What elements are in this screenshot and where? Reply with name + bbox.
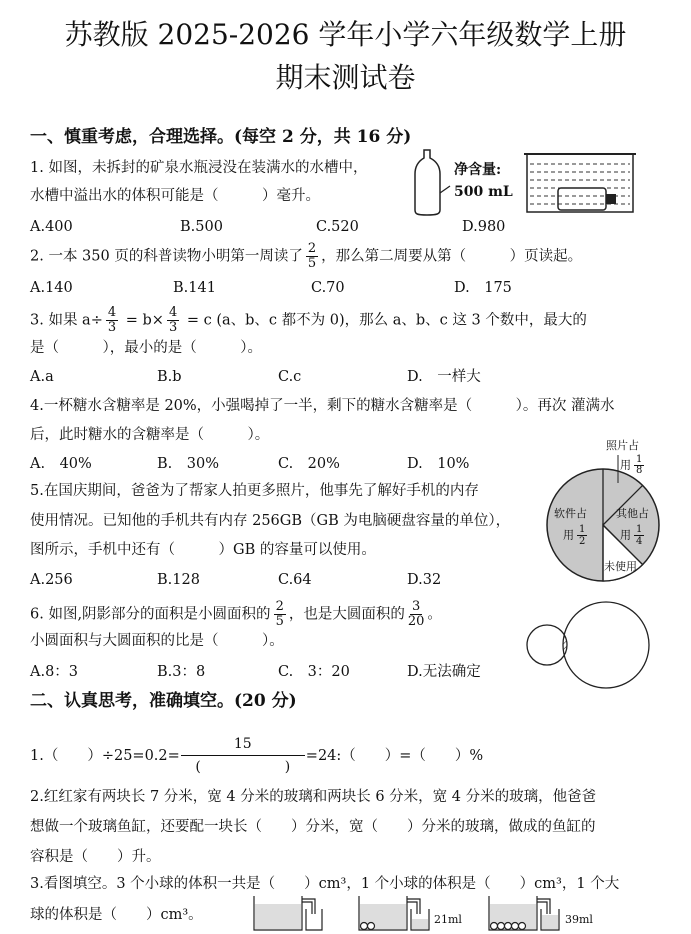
- numerator: 4: [107, 305, 117, 320]
- title-line1: 苏教版 2025-2026 学年小学六年级数学上册: [64, 18, 627, 51]
- s2-q2-line1: 2.红红家有两块长 7 分米，宽 4 分米的玻璃和两块长 6 分米，宽 4 分米的玻璃，他爸爸: [30, 789, 597, 805]
- q2-option-c[interactable]: C.70: [311, 280, 345, 296]
- denominator: 3: [107, 320, 117, 335]
- s2-q2-line3: 容积是（ ）升。: [30, 849, 161, 865]
- numerator: 3: [411, 599, 421, 614]
- q6-option-c[interactable]: C. 3：20: [278, 664, 350, 680]
- q6-line1: [30, 600, 442, 629]
- q3-line2: 是（ ），最小的是（ ）。: [30, 340, 262, 356]
- numerator: 1: [636, 454, 643, 465]
- q5-option-c[interactable]: C.64: [278, 572, 312, 588]
- section2-heading: 二、认真思考，准确填空。(20 分): [30, 691, 297, 711]
- label: 用: [563, 528, 574, 542]
- denominator: ( ): [195, 759, 291, 775]
- q4-option-d[interactable]: D. 10%: [407, 456, 470, 472]
- pie-photo-fraction: [620, 455, 647, 476]
- q5-option-a[interactable]: A.256: [30, 572, 73, 588]
- q5-line2: 使用情况。已知他的手机共有内存 256GB（GB 为电脑硬盘容量的单位），: [30, 513, 511, 529]
- overlapping-circles-figure: [522, 600, 652, 692]
- denominator: 8: [636, 465, 643, 476]
- bottle-label-value: 500 mL: [454, 184, 513, 200]
- tank-2: [359, 896, 429, 930]
- q1-line1: 1. 如图，未拆封的矿泉水瓶浸没在装满水的水槽中，: [30, 160, 368, 176]
- denominator: 2: [579, 536, 586, 547]
- pie-other-label: 其他占: [616, 507, 649, 520]
- q2-pre: 2. 一本 350 页的科普读物小明第一周读了: [30, 248, 303, 265]
- q3-pre: 3. 如果 a÷: [30, 312, 103, 329]
- fraction: [306, 242, 318, 271]
- q1-line2: 水槽中溢出水的体积可能是（ ）毫升。: [30, 188, 320, 204]
- q3-option-a[interactable]: A.a: [30, 369, 54, 385]
- tank2-label: 21ml: [434, 913, 462, 926]
- fraction: [167, 306, 179, 335]
- q1-option-c[interactable]: C.520: [316, 219, 359, 235]
- denominator: 3: [168, 320, 178, 335]
- numerator: 2: [275, 599, 284, 614]
- q1-option-d[interactable]: D.980: [462, 219, 506, 235]
- s2-q3-line1: 3.看图填空。3 个小球的体积一共是（ ）cm³，1 个小球的体积是（ ）cm³，1 个大: [30, 876, 620, 892]
- title-line2: 期末测试卷: [275, 61, 416, 94]
- q2-post: ，那么第二周要从第（ ）页读起。: [321, 248, 583, 265]
- fraction: [577, 524, 587, 547]
- fraction: [408, 600, 425, 629]
- q6-option-b[interactable]: B.3：8: [157, 664, 206, 680]
- q3-option-c[interactable]: C.c: [278, 369, 302, 385]
- denominator: 5: [275, 614, 284, 629]
- q2-option-d[interactable]: D. 175: [454, 280, 512, 296]
- q2-text: [30, 242, 582, 271]
- fraction: [274, 600, 286, 629]
- tank-1: [254, 896, 322, 930]
- pie-photo-label: 照片占: [606, 439, 639, 452]
- section1-heading: 一、慎重考虑，合理选择。(每空 2 分，共 16 分): [30, 127, 412, 147]
- denominator: 4: [636, 536, 643, 547]
- fraction: [106, 306, 118, 335]
- q1-option-b[interactable]: B.500: [180, 219, 223, 235]
- q3-post: = c (a、b、c 都不为 0)，那么 a、b、c 这 3 个数中，最大的: [182, 312, 587, 329]
- numerator: 2: [307, 241, 317, 256]
- s2-q2-line2: 想做一个玻璃鱼缸，还要配一块长（ ）分米，宽（ ）分米的玻璃，做成的鱼缸的: [30, 819, 596, 835]
- q6-pre: 6. 如图,阴影部分的面积是小圆面积的: [30, 606, 271, 623]
- q3-option-d[interactable]: D. 一样大: [407, 369, 481, 385]
- q4-option-a[interactable]: A. 40%: [30, 456, 92, 472]
- numerator: 1: [636, 524, 643, 535]
- q5-line1: 5.在国庆期间，爸爸为了帮家人拍更多照片，他事先了解好手机的内存: [30, 483, 479, 499]
- pie-unused-label: 未使用: [604, 560, 637, 573]
- pie-other-fraction: [620, 524, 647, 547]
- tank-3: [489, 896, 559, 930]
- q5-option-b[interactable]: B.128: [157, 572, 200, 588]
- ball-tanks-figure: [250, 894, 610, 934]
- fraction: [634, 524, 644, 547]
- q5-option-d[interactable]: D.32: [407, 572, 442, 588]
- fraction: [183, 733, 303, 778]
- q4-option-b[interactable]: B. 30%: [157, 456, 219, 472]
- q6-option-a[interactable]: A.8：3: [30, 664, 79, 680]
- tank3-label: 39ml: [565, 913, 593, 926]
- q6-option-d[interactable]: D.无法确定: [407, 664, 481, 680]
- q6-line2: 小圆面积与大圆面积的比是（ ）。: [30, 633, 284, 649]
- q4-line2: 后，此时糖水的含糖率是（ ）。: [30, 427, 270, 443]
- q3-mid: = b×: [121, 312, 164, 329]
- s2-q1: [30, 733, 483, 778]
- pie-software-label: 软件占: [554, 507, 587, 520]
- s2-q1-post: =24:（ ）=（ ）%: [305, 747, 484, 764]
- q1-option-a[interactable]: A.400: [30, 219, 73, 235]
- q2-option-b[interactable]: B.141: [173, 280, 216, 296]
- denominator: 5: [307, 256, 317, 271]
- q3-line1: [30, 306, 587, 335]
- pie-software-fraction: [563, 524, 590, 547]
- numerator: 4: [168, 305, 178, 320]
- q6-mid: ，也是大圆面积的: [288, 606, 405, 623]
- q2-option-a[interactable]: A.140: [30, 280, 73, 296]
- bottle-label-title: 净含量:: [454, 162, 502, 178]
- label: 用: [620, 458, 631, 472]
- q6-post: 。: [427, 606, 442, 623]
- q3-option-b[interactable]: B.b: [157, 369, 182, 385]
- s2-q3-line2: 球的体积是（ ）cm³。: [30, 907, 203, 923]
- water-tank-figure: [524, 150, 636, 216]
- label: 用: [620, 528, 631, 542]
- numerator: 15: [181, 733, 305, 756]
- numerator: 1: [579, 524, 586, 535]
- denominator: 20: [407, 614, 425, 629]
- s2-q1-pre: 1.（ ）÷25=0.2=: [30, 747, 180, 764]
- q4-option-c[interactable]: C. 20%: [278, 456, 340, 472]
- q5-line3: 图所示，手机中还有（ ）GB 的容量可以使用。: [30, 542, 376, 558]
- q4-line1: 4.一杯糖水含糖率是 20%，小强喝掉了一半，剩下的糖水含糖率是（ ）。再次 灌满水: [30, 398, 615, 414]
- fraction: [634, 455, 644, 476]
